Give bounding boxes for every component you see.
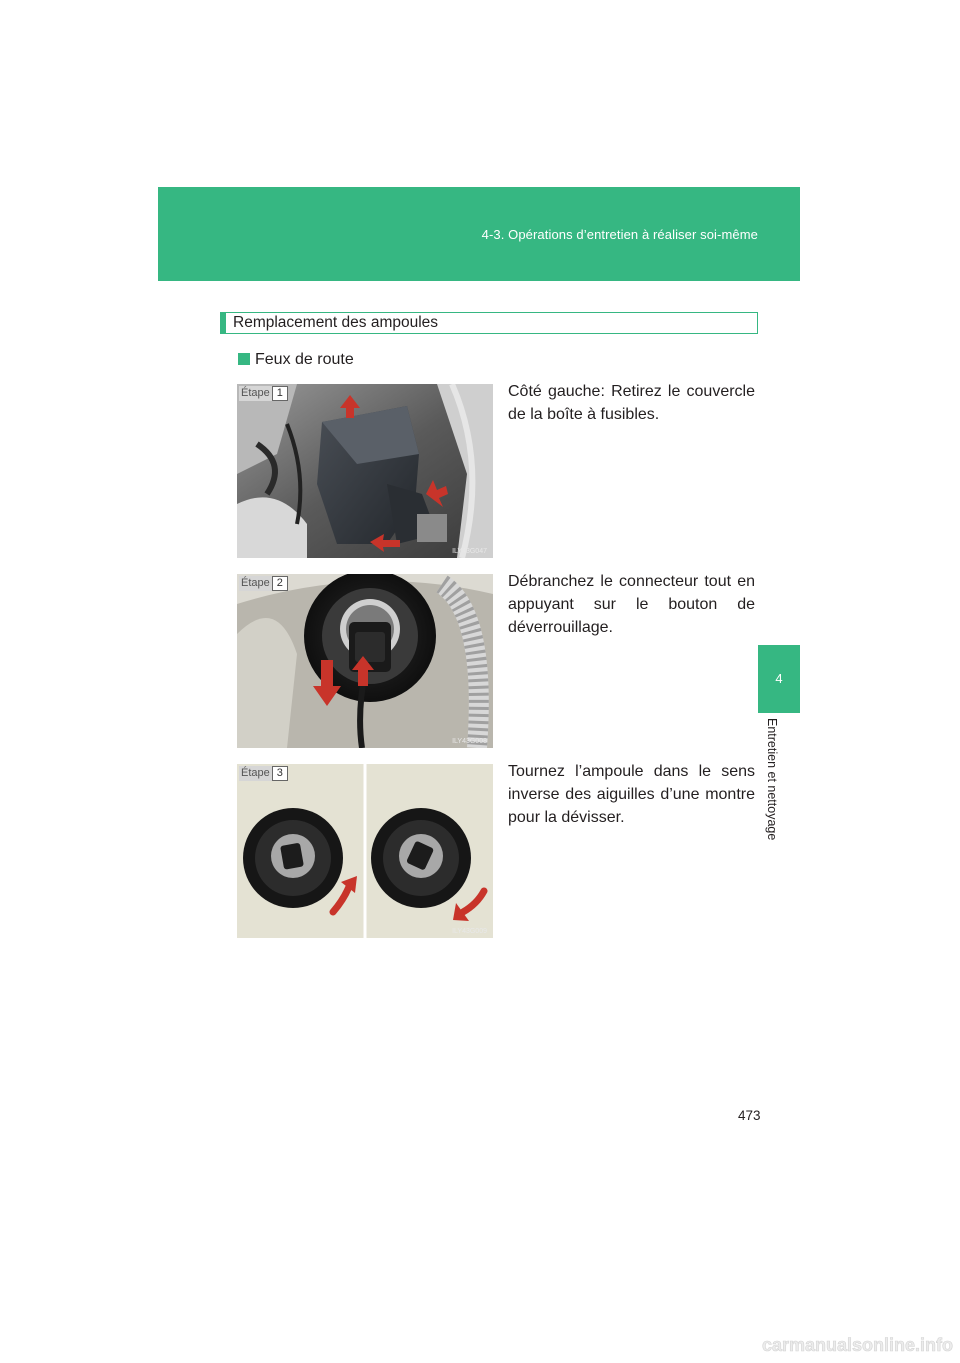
fuse-box-illustration bbox=[237, 384, 493, 558]
chapter-tab bbox=[758, 645, 800, 713]
step-3-badge bbox=[239, 766, 288, 781]
step-1-text: Côté gauche: Retirez le couvercle de la boîte à fusibles. bbox=[508, 383, 755, 423]
step-badge-label: Étape bbox=[241, 387, 270, 399]
chapter-label-text: Entretien et nettoyage bbox=[765, 718, 779, 841]
page-number: 473 bbox=[738, 1108, 761, 1123]
image-code: ILY43G009 bbox=[452, 928, 487, 935]
step-1-figure bbox=[237, 384, 493, 558]
image-code: ILY43G047 bbox=[452, 548, 487, 555]
watermark-text: carmanualsonline.info bbox=[761, 1335, 953, 1355]
subheading bbox=[238, 351, 354, 369]
step-1-badge bbox=[239, 386, 288, 401]
step-2-badge bbox=[239, 576, 288, 591]
footer-watermark bbox=[0, 1330, 960, 1358]
page-header bbox=[158, 187, 800, 281]
step-badge-number: 1 bbox=[272, 386, 288, 401]
step-3-figure bbox=[237, 764, 493, 938]
step-2-figure bbox=[237, 574, 493, 748]
section-accent bbox=[221, 313, 226, 333]
chapter-number: 4 bbox=[775, 671, 783, 686]
step-badge-number: 2 bbox=[272, 576, 288, 591]
header-section-title: 4-3. Opérations d’entretien à réaliser soi-même bbox=[481, 227, 758, 242]
subheading-text: Feux de route bbox=[255, 351, 354, 368]
bulb-rotation-illustration bbox=[237, 764, 493, 938]
step-badge-number: 3 bbox=[272, 766, 288, 781]
section-title: Remplacement des ampoules bbox=[233, 314, 439, 331]
image-code: ILY43G008 bbox=[452, 738, 487, 745]
square-bullet-icon bbox=[238, 353, 250, 365]
step-badge-label: Étape bbox=[241, 767, 270, 779]
step-3-text: Tournez l’ampoule dans le sens inverse des aiguilles d’une montre pour la dévisser. bbox=[508, 763, 755, 826]
step-badge-label: Étape bbox=[241, 577, 270, 589]
step-2-text: Débranchez le connecteur tout en appuyant sur le bouton de déverrouillage. bbox=[508, 573, 755, 636]
headlight-connector-illustration bbox=[237, 574, 493, 748]
section-title-bar bbox=[220, 312, 758, 334]
